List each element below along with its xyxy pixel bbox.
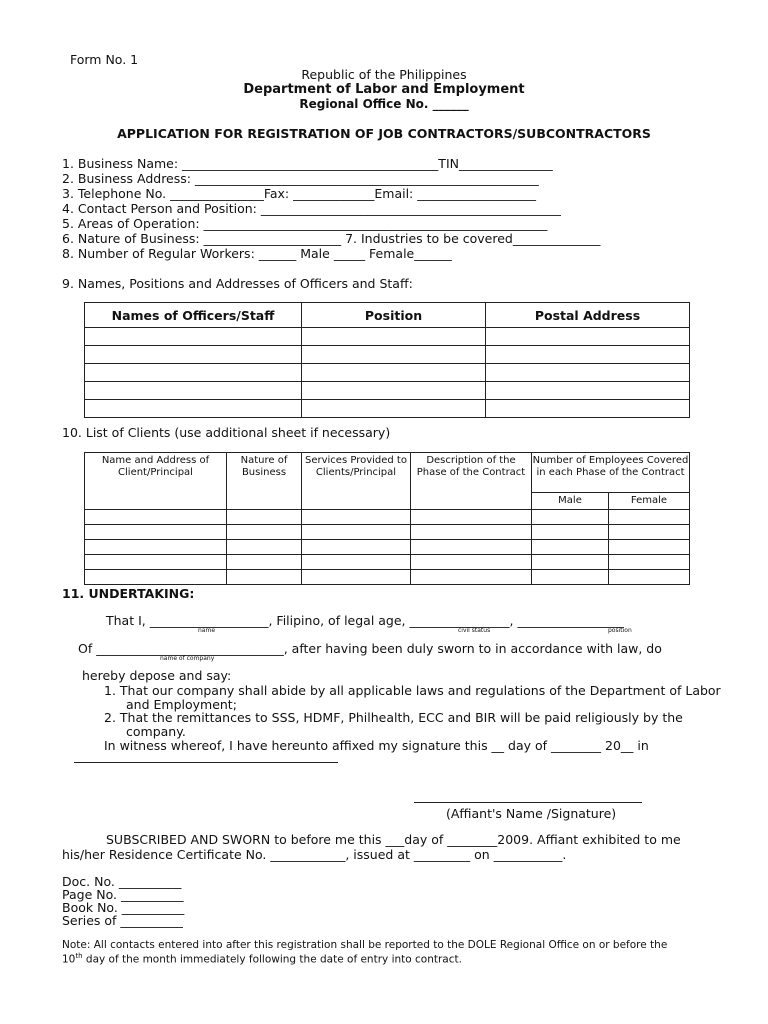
- clients-col-employees: Number of Employees Covered in each Phase of the Contract: [532, 453, 690, 493]
- field-regular-workers[interactable]: 8. Number of Regular Workers: ______ Male _____ Female______: [62, 246, 452, 261]
- notary-line2[interactable]: his/her Residence Certificate No. ____________, issued at _________ on ___________.: [62, 847, 567, 862]
- undertaking-line3: hereby depose and say:: [82, 668, 232, 683]
- undertaking-line2[interactable]: Of ______________________________, after having been duly sworn to in accordance with law, do: [78, 641, 662, 656]
- series-of[interactable]: Series of __________: [62, 913, 183, 928]
- officers-col-name: Names of Officers/Staff: [85, 303, 302, 328]
- clients-col-name: Name and Address of Client/Principal: [85, 453, 227, 510]
- undertaking-heading: 11. UNDERTAKING:: [62, 586, 195, 601]
- field-nature-industries[interactable]: 6. Nature of Business: ______________________ 7. Industries to be covered______________: [62, 231, 601, 246]
- clients-col-phase: Description of the Phase of the Contract: [411, 453, 532, 510]
- officers-col-address: Postal Address: [486, 303, 690, 328]
- undertaking-item1: 1. That our company shall abide by all applicable laws and regulations of the Department of Labor: [104, 683, 721, 698]
- note-line1: Note: All contacts entered into after this registration shall be reported to the DOLE Regional Office on or before the: [62, 939, 668, 951]
- department-heading: Department of Labor and Employment: [243, 82, 525, 97]
- caption-civil-status: civil status: [458, 627, 491, 634]
- page-no[interactable]: Page No. __________: [62, 887, 184, 902]
- clients-section-label: 10. List of Clients (use additional sheet if necessary): [62, 425, 391, 440]
- undertaking-line1[interactable]: That I, ___________________, Filipino, of legal age, ________________, _________________: [106, 613, 624, 628]
- doc-no[interactable]: Doc. No. __________: [62, 874, 182, 889]
- table-row: [85, 328, 690, 346]
- caption-name: name: [198, 627, 216, 634]
- affiant-signature-line[interactable]: [414, 802, 642, 803]
- clients-col-services: Services Provided to Clients/Principal: [302, 453, 411, 510]
- book-no[interactable]: Book No. __________: [62, 900, 185, 915]
- field-business-address[interactable]: 2. Business Address: _______________________________________________________: [62, 171, 539, 186]
- notary-line1[interactable]: SUBSCRIBED AND SWORN to before me this ___day of ________2009. Affiant exhibited to me: [106, 832, 681, 847]
- table-row: [85, 570, 690, 585]
- form-number: Form No. 1: [70, 52, 139, 67]
- witness-line[interactable]: In witness whereof, I have hereunto affixed my signature this __ day of ________ 20__ in: [104, 738, 649, 753]
- table-row: [85, 382, 690, 400]
- officers-col-position: Position: [302, 303, 486, 328]
- caption-company: name of company: [160, 655, 215, 662]
- undertaking-item1-cont: and Employment;: [126, 697, 237, 712]
- clients-table: [84, 452, 690, 585]
- table-row: [85, 510, 690, 525]
- place-line[interactable]: [74, 762, 338, 763]
- table-row: [85, 540, 690, 555]
- field-contact-person[interactable]: 4. Contact Person and Position: ________________________________________________: [62, 201, 561, 216]
- undertaking-item2-cont: company.: [126, 724, 186, 739]
- clients-col-male: Male: [532, 492, 609, 509]
- form-title: APPLICATION FOR REGISTRATION OF JOB CONTRACTORS/SUBCONTRACTORS: [117, 126, 651, 141]
- table-row: [85, 364, 690, 382]
- republic-heading: Republic of the Philippines: [301, 67, 467, 82]
- table-row: [85, 346, 690, 364]
- caption-position: position: [608, 627, 632, 634]
- table-row: [85, 555, 690, 570]
- field-areas-operation[interactable]: 5. Areas of Operation: _______________________________________________________: [62, 216, 548, 231]
- field-business-name[interactable]: 1. Business Name: _________________________________________TIN_______________: [62, 156, 553, 171]
- table-row: [85, 525, 690, 540]
- affiant-caption: (Affiant's Name /Signature): [446, 806, 617, 821]
- table-row: [85, 400, 690, 418]
- clients-col-nature: Nature of Business: [227, 453, 302, 510]
- note-line2: 10th day of the month immediately following the date of entry into contract.: [62, 952, 462, 966]
- field-telephone-fax-email[interactable]: 3. Telephone No. _______________Fax: _____________Email: ___________________: [62, 186, 536, 201]
- clients-col-female: Female: [609, 492, 690, 509]
- undertaking-item2: 2. That the remittances to SSS, HDMF, Philhealth, ECC and BIR will be paid religiously by the: [104, 710, 683, 725]
- officers-section-label: 9. Names, Positions and Addresses of Officers and Staff:: [62, 276, 413, 291]
- officers-table: [84, 302, 690, 418]
- regional-office-heading: Regional Office No. ______: [299, 97, 469, 111]
